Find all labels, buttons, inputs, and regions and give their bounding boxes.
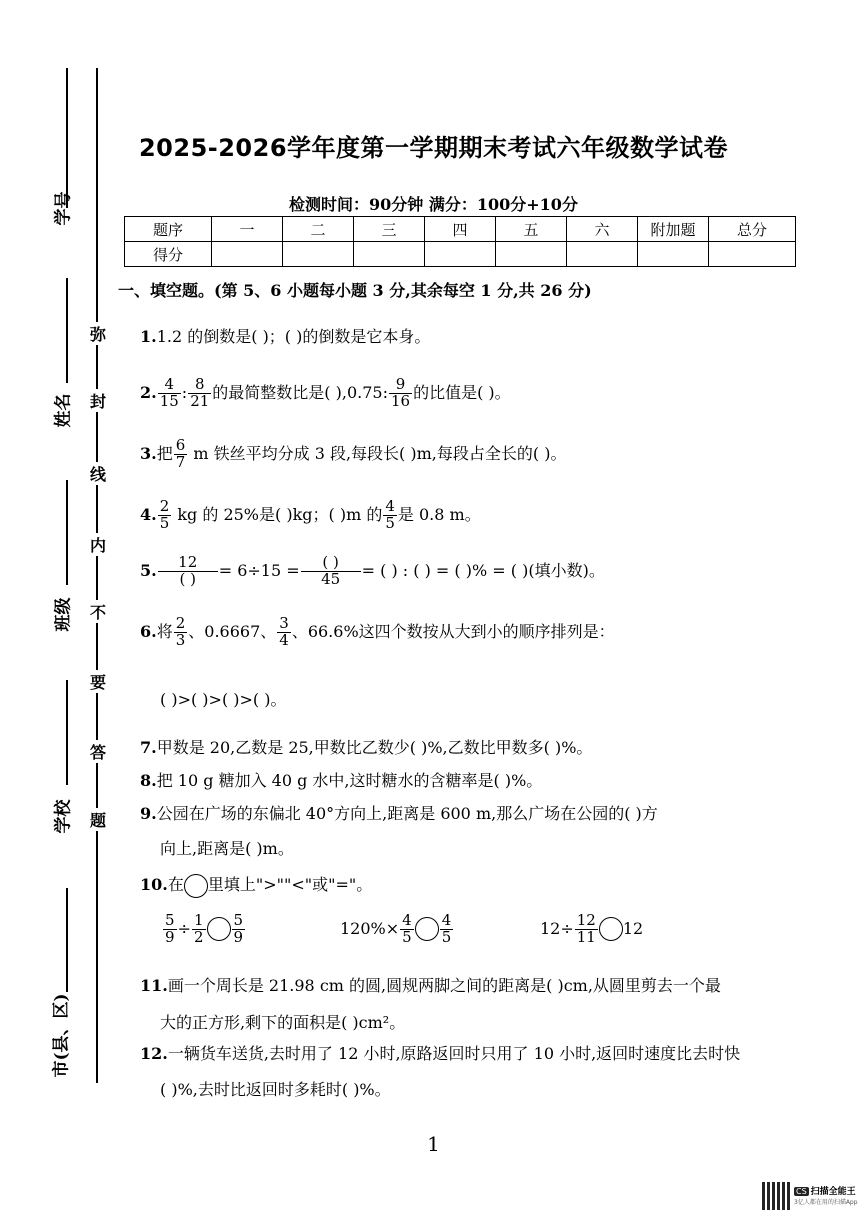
question-text: 是 0.8 m。	[397, 504, 481, 524]
fraction: $\frac{5}{9}$	[233, 911, 244, 946]
fraction: $\frac{( )}{45}$	[301, 555, 361, 588]
page-title: 2025-2026学年度第一学期期末考试六年级数学试卷	[138, 134, 729, 162]
exam-info: 检测时间：90分钟 满分：100分+10分	[289, 195, 578, 214]
label-student-id: 学号	[53, 191, 74, 226]
header-cell: 总分	[709, 217, 796, 242]
expression-text: 12÷	[540, 918, 574, 938]
margin-line-outer	[66, 480, 68, 585]
scanner-watermark	[794, 1184, 858, 1207]
header-cell: 四	[425, 217, 496, 242]
header-cell: 五	[496, 217, 567, 242]
question-12-line-2: ( )%,去时比返回时多耗时( )%。	[160, 1080, 391, 1099]
fraction: $\frac{12}{( )}$	[158, 555, 218, 588]
page-number: 1	[427, 1132, 440, 1156]
fraction: $\frac{8}{21}$	[190, 375, 210, 410]
fraction: $\frac{12}{11}$	[576, 911, 596, 946]
label-city: 市(县、区)	[51, 993, 72, 1078]
question-number: 3.	[140, 443, 157, 463]
ratio-sign: :	[181, 382, 188, 402]
compare-circle-input[interactable]	[415, 917, 439, 941]
score-table	[124, 216, 796, 267]
question-text: 的最简整数比是( ),0.75:	[212, 382, 388, 402]
qr-code-icon	[762, 1182, 790, 1210]
scanner-tagline: 3亿人都在用的扫描App	[794, 1199, 858, 1206]
question-text: 把 10 g 糖加入 40 g 水中,这时糖水的含糖率是( )%。	[156, 771, 543, 790]
question-number: 1.	[140, 327, 157, 346]
question-text: 1.2 的倒数是( )；( )的倒数是它本身。	[156, 327, 431, 346]
question-text: = ( ) : ( ) = ( )% = ( )(填小数)。	[361, 560, 605, 580]
question-4	[140, 499, 481, 532]
fraction: $\frac{2}{5}$	[159, 497, 170, 532]
seal-char: 弥	[88, 322, 108, 345]
question-11-line-2: 大的正方形,剩下的面积是( )cm²。	[160, 1013, 406, 1032]
expression-text: 120%×	[340, 918, 400, 938]
question-6	[140, 616, 615, 649]
question-text: = 6÷15 =	[218, 560, 300, 580]
expression-text: 12	[622, 918, 644, 938]
question-number: 9.	[140, 804, 157, 823]
seal-char: 要	[88, 670, 108, 693]
label-class: 班级	[53, 597, 74, 632]
compare-expression-1	[162, 913, 246, 946]
question-text: 在	[167, 875, 184, 894]
question-2	[140, 377, 511, 410]
score-cell[interactable]	[496, 242, 567, 267]
score-table-header	[125, 217, 796, 242]
header-cell: 六	[567, 217, 638, 242]
question-text: kg 的 25%是( )kg；( )m 的	[172, 504, 383, 524]
question-number: 6.	[140, 621, 157, 641]
question-number: 7.	[140, 738, 157, 757]
margin-line-outer	[66, 680, 68, 785]
section-heading: 一、填空题。(第 5、6 小题每小题 3 分,其余每空 1 分,共 26 分)	[118, 281, 592, 300]
header-cell: 题序	[125, 217, 212, 242]
score-cell[interactable]	[354, 242, 425, 267]
question-number: 12.	[140, 1044, 168, 1063]
question-text: 甲数是 20,乙数是 25,甲数比乙数少( )%,乙数比甲数多( )%。	[156, 738, 593, 757]
seal-char: 答	[88, 740, 108, 763]
margin-line-outer	[66, 278, 68, 383]
compare-circle-icon	[184, 874, 208, 898]
header-cell: 三	[354, 217, 425, 242]
question-3	[140, 438, 566, 471]
label-school: 学校	[53, 799, 74, 834]
seal-char: 不	[88, 600, 108, 623]
question-7	[140, 735, 592, 758]
question-6-answer-line: ( )>( )>( )>( )。	[160, 690, 287, 709]
fraction: $\frac{4}{15}$	[159, 375, 179, 410]
question-text: 的比值是( )。	[413, 382, 511, 402]
question-text: 、66.6%这四个数按从大到小的顺序排列是：	[291, 621, 615, 641]
question-12	[140, 1041, 740, 1064]
seal-char: 内	[88, 533, 108, 556]
question-text: 把	[156, 443, 173, 463]
question-text: 里填上">""<"或"="。	[207, 875, 373, 894]
label-name: 姓名	[53, 393, 74, 428]
question-number: 5.	[140, 560, 157, 580]
question-number: 11.	[140, 976, 168, 995]
question-text: 、0.6667、	[188, 621, 277, 641]
question-text: 将	[156, 621, 173, 641]
row-label: 得分	[125, 242, 212, 267]
compare-expression-3	[540, 913, 643, 946]
header-cell: 一	[212, 217, 283, 242]
question-8	[140, 768, 542, 791]
fraction: $\frac{3}{4}$	[279, 614, 289, 649]
compare-circle-input[interactable]	[207, 917, 231, 941]
compare-circle-input[interactable]	[599, 917, 623, 941]
score-cell[interactable]	[638, 242, 709, 267]
scanner-name: 扫描全能王	[810, 1187, 856, 1197]
fraction: $\frac{6}{7}$	[175, 436, 186, 471]
question-text: 画一个周长是 21.98 cm 的圆,圆规两脚之间的距离是( )cm,从圆里剪去一个最	[167, 976, 721, 995]
question-text: 公园在广场的东偏北 40°方向上,距离是 600 m,那么广场在公园的( )方	[156, 804, 658, 823]
score-cell[interactable]	[567, 242, 638, 267]
fraction: $\frac{5}{9}$	[165, 911, 175, 946]
score-cell[interactable]	[709, 242, 796, 267]
fraction: $\frac{9}{16}$	[390, 375, 411, 410]
compare-expression-2	[340, 913, 454, 946]
question-9	[140, 801, 658, 824]
operator: ÷	[177, 918, 191, 938]
seal-char: 封	[88, 389, 108, 412]
header-cell: 附加题	[638, 217, 709, 242]
fraction: $\frac{1}{2}$	[193, 911, 204, 946]
question-1	[140, 324, 430, 347]
fraction: $\frac{4}{5}$	[441, 911, 452, 946]
score-cell[interactable]	[212, 242, 283, 267]
question-9-line-2: 向上,距离是( )m。	[160, 839, 294, 858]
question-text: 一辆货车送货,去时用了 12 小时,原路返回时只用了 10 小时,返回时速度比去时快	[167, 1044, 741, 1063]
seal-line	[96, 68, 98, 1083]
fraction: $\frac{2}{3}$	[175, 614, 186, 649]
question-number: 4.	[140, 504, 157, 524]
question-5	[140, 555, 605, 588]
question-number: 8.	[140, 771, 157, 790]
score-table-row	[125, 242, 796, 267]
header-cell: 二	[283, 217, 354, 242]
question-text: m 铁丝平均分成 3 段,每段长( )m,每段占全长的( )。	[188, 443, 567, 463]
question-10	[140, 872, 372, 898]
question-number: 2.	[140, 382, 157, 402]
seal-char: 题	[88, 808, 108, 831]
margin-line-outer	[66, 888, 68, 992]
fraction: $\frac{4}{5}$	[402, 911, 412, 946]
question-number: 10.	[140, 875, 168, 894]
seal-char: 线	[88, 462, 108, 485]
scanner-logo-icon: CS	[796, 1187, 807, 1196]
score-cell[interactable]	[283, 242, 354, 267]
question-11	[140, 973, 721, 996]
fraction: $\frac{4}{5}$	[385, 497, 395, 532]
score-cell[interactable]	[425, 242, 496, 267]
